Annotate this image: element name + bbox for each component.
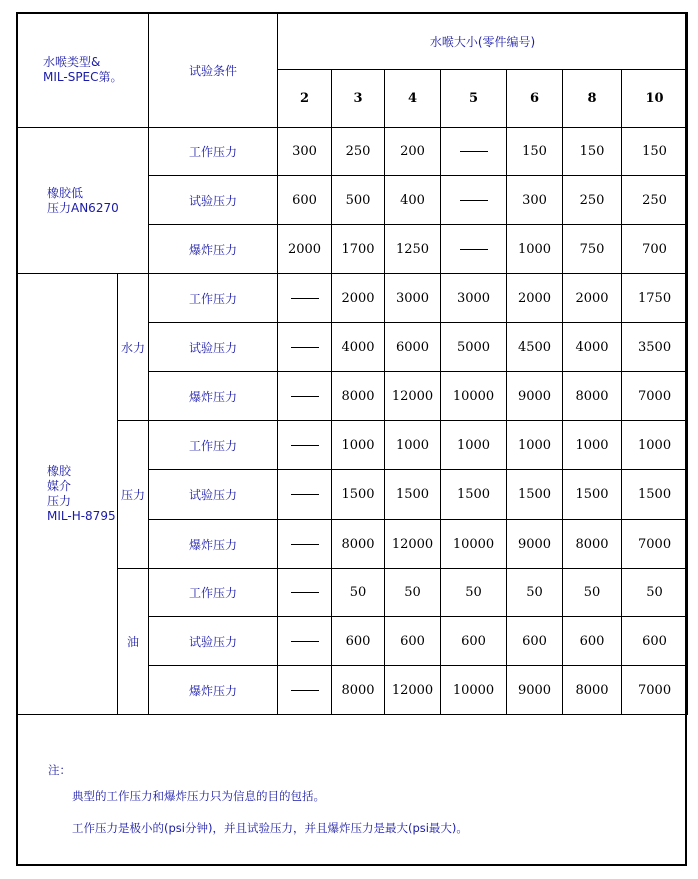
- value-cell: [507, 372, 563, 421]
- size-header: [278, 70, 332, 128]
- value-cell-text: 9000: [517, 536, 552, 552]
- value-cell: [332, 470, 385, 520]
- value-cell-text: 4000: [341, 339, 375, 355]
- value-cell-text: 250: [345, 144, 371, 159]
- value-cell-text: 50: [404, 585, 421, 600]
- dash-mark: [460, 249, 488, 250]
- group-media-pressure: [17, 274, 118, 715]
- value-cell: [622, 470, 688, 520]
- value-cell: [563, 323, 622, 372]
- dash-mark: [291, 690, 319, 691]
- dash-mark: [291, 544, 319, 545]
- header-hose-size: [278, 13, 688, 70]
- value-cell-text: 600: [579, 633, 605, 649]
- value-cell-empty: [278, 470, 332, 520]
- value-cell: [622, 176, 688, 225]
- value-cell-text: 6000: [395, 339, 430, 355]
- condition-burst-text: 爆炸压力: [189, 389, 238, 404]
- value-cell: [622, 666, 688, 715]
- value-cell: [563, 666, 622, 715]
- dash-mark: [291, 592, 319, 593]
- hose-pressure-table: [16, 12, 688, 715]
- value-cell: [278, 225, 332, 274]
- header-hose-size-text: 水喉大小(零件编号): [429, 34, 536, 49]
- value-cell-empty: [278, 617, 332, 666]
- value-cell: [385, 274, 441, 323]
- value-cell: [441, 274, 507, 323]
- size-header-text: 6: [529, 91, 540, 106]
- value-cell: [622, 421, 688, 470]
- condition-working: [149, 569, 278, 617]
- value-cell-empty: [278, 520, 332, 569]
- value-cell: [507, 225, 563, 274]
- size-header: [385, 70, 441, 128]
- value-cell: [385, 617, 441, 666]
- size-header: [507, 70, 563, 128]
- value-cell: [507, 274, 563, 323]
- value-cell-text: 250: [642, 192, 667, 208]
- value-cell-text: 1500: [456, 487, 491, 502]
- note-line-2: 工作压力是极小的(psi分钟)，并且试验压力，并且爆炸压力是最大(psi最大)。: [72, 821, 468, 835]
- condition-test: [149, 470, 278, 520]
- value-cell: [385, 176, 441, 225]
- value-cell: [278, 176, 332, 225]
- condition-working-text: 工作压力: [189, 586, 238, 600]
- condition-working: [149, 421, 278, 470]
- value-cell-text: 1750: [638, 290, 672, 306]
- size-header-text: 8: [587, 91, 597, 106]
- value-cell: [507, 520, 563, 569]
- condition-burst: [149, 225, 278, 274]
- subgroup-pressure-text: 压力: [121, 488, 146, 502]
- value-cell-text: 1250: [395, 241, 430, 257]
- value-cell: [563, 569, 622, 617]
- value-cell: [385, 421, 441, 470]
- size-header: [332, 70, 385, 128]
- condition-test: [149, 176, 278, 225]
- value-cell-empty: [278, 323, 332, 372]
- value-cell: [441, 569, 507, 617]
- value-cell: [332, 323, 385, 372]
- value-cell: [441, 666, 507, 715]
- value-cell-text: 2000: [517, 290, 552, 306]
- value-cell-text: 50: [526, 585, 543, 600]
- value-cell-text: 3000: [456, 290, 491, 306]
- condition-test: [149, 617, 278, 666]
- subgroup-pressure: [118, 421, 149, 569]
- value-cell: [563, 176, 622, 225]
- value-cell-text: 50: [465, 585, 482, 600]
- size-header: [563, 70, 622, 128]
- condition-burst: [149, 666, 278, 715]
- condition-burst-text: 爆炸压力: [189, 683, 238, 698]
- value-cell-text: 500: [345, 192, 371, 208]
- value-cell: [507, 323, 563, 372]
- value-cell-text: 2000: [287, 241, 322, 257]
- size-header-text: 5: [468, 91, 479, 106]
- value-cell-text: 750: [579, 241, 605, 257]
- value-cell-text: 8000: [341, 682, 375, 698]
- value-cell-text: 250: [579, 192, 605, 208]
- value-cell-text: 600: [461, 633, 486, 649]
- condition-test: [149, 323, 278, 372]
- value-cell: [563, 225, 622, 274]
- value-cell-text: 1500: [638, 487, 672, 502]
- value-cell: [622, 323, 688, 372]
- value-cell-text: 150: [522, 144, 547, 159]
- subgroup-oil: [118, 569, 149, 715]
- value-cell-text: 700: [642, 241, 667, 257]
- condition-burst: [149, 520, 278, 569]
- header-hose-type-text: 水喉类型& MIL-SPEC第。: [43, 55, 123, 84]
- value-cell-empty: [278, 421, 332, 470]
- value-cell-text: 150: [579, 144, 605, 159]
- size-header: [441, 70, 507, 128]
- group-low-pressure-text: 橡胶低 压力AN6270: [47, 185, 119, 215]
- size-header-text: 3: [353, 91, 363, 106]
- value-cell-text: 10000: [452, 388, 495, 404]
- value-cell: [622, 617, 688, 666]
- dash-mark: [460, 151, 488, 152]
- note-line-1: 典型的工作压力和爆炸压力只为信息的目的包括。: [72, 789, 325, 803]
- value-cell: [385, 666, 441, 715]
- value-cell-text: 600: [522, 633, 547, 649]
- value-cell: [507, 470, 563, 520]
- value-cell: [278, 128, 332, 176]
- condition-burst-text: 爆炸压力: [189, 537, 238, 552]
- value-cell-text: 3000: [395, 290, 430, 306]
- value-cell-empty: [441, 225, 507, 274]
- subgroup-water-text: 水力: [121, 340, 146, 355]
- value-cell: [332, 274, 385, 323]
- size-header-text: 4: [407, 91, 418, 106]
- value-cell: [507, 569, 563, 617]
- value-cell: [332, 128, 385, 176]
- value-cell: [507, 617, 563, 666]
- value-cell-text: 600: [400, 633, 425, 649]
- value-cell-text: 1500: [517, 487, 552, 502]
- dash-mark: [460, 200, 488, 201]
- value-cell-text: 1000: [395, 437, 430, 453]
- header-hose-type: [17, 13, 149, 128]
- value-cell: [385, 520, 441, 569]
- value-cell: [563, 128, 622, 176]
- subgroup-water: [118, 274, 149, 421]
- value-cell-text: 150: [642, 144, 667, 159]
- value-cell: [385, 569, 441, 617]
- value-cell-text: 5000: [456, 339, 491, 355]
- value-cell: [563, 617, 622, 666]
- value-cell: [332, 666, 385, 715]
- value-cell-text: 12000: [391, 682, 434, 698]
- value-cell: [332, 569, 385, 617]
- group-media-pressure-text: 橡胶 媒介 压力 MIL-H-8795: [47, 464, 116, 523]
- condition-working-text: 工作压力: [189, 145, 238, 159]
- value-cell-text: 600: [292, 192, 317, 208]
- value-cell: [332, 225, 385, 274]
- value-cell: [507, 176, 563, 225]
- value-cell: [622, 274, 688, 323]
- value-cell: [622, 569, 688, 617]
- value-cell-text: 1500: [341, 487, 375, 502]
- value-cell-text: 2000: [575, 290, 609, 306]
- value-cell: [332, 520, 385, 569]
- value-cell-text: 8000: [341, 536, 375, 552]
- value-cell: [332, 372, 385, 421]
- value-cell-text: 400: [400, 192, 425, 208]
- value-cell: [622, 225, 688, 274]
- value-cell-text: 3500: [638, 339, 672, 355]
- value-cell-text: 50: [646, 585, 663, 600]
- group-low-pressure: [17, 128, 149, 274]
- value-cell-empty: [278, 372, 332, 421]
- value-cell-text: 7000: [638, 388, 672, 404]
- value-cell: [441, 470, 507, 520]
- value-cell-text: 1000: [517, 241, 552, 257]
- value-cell: [563, 274, 622, 323]
- value-cell-text: 8000: [575, 536, 609, 552]
- value-cell: [441, 617, 507, 666]
- value-cell-text: 4500: [517, 339, 552, 355]
- value-cell-text: 12000: [391, 388, 434, 404]
- dash-mark: [291, 445, 319, 446]
- value-cell: [563, 372, 622, 421]
- dash-mark: [291, 641, 319, 642]
- value-cell-empty: [278, 666, 332, 715]
- value-cell-text: 10000: [452, 682, 495, 698]
- value-cell-text: 50: [583, 585, 601, 600]
- value-cell: [563, 470, 622, 520]
- value-cell-text: 1500: [575, 487, 609, 502]
- value-cell: [622, 128, 688, 176]
- value-cell: [622, 520, 688, 569]
- value-cell: [507, 421, 563, 470]
- value-cell-text: 9000: [517, 682, 552, 698]
- condition-working: [149, 128, 278, 176]
- condition-test-text: 试验压力: [189, 634, 238, 649]
- value-cell-text: 2000: [341, 290, 375, 306]
- value-cell-text: 1000: [638, 437, 672, 453]
- value-cell: [441, 323, 507, 372]
- value-cell-text: 1000: [456, 437, 491, 453]
- subgroup-oil-text: 油: [127, 635, 140, 649]
- header-test-condition: [149, 13, 278, 128]
- value-cell-text: 1000: [341, 437, 375, 453]
- condition-working: [149, 274, 278, 323]
- value-cell-text: 50: [349, 585, 367, 600]
- value-cell-text: 300: [292, 144, 317, 159]
- value-cell: [385, 128, 441, 176]
- value-cell: [332, 617, 385, 666]
- dash-mark: [291, 347, 319, 348]
- value-cell-text: 8000: [341, 388, 375, 404]
- value-cell-text: 7000: [638, 682, 672, 698]
- value-cell-text: 9000: [517, 388, 552, 404]
- value-cell-text: 7000: [638, 536, 672, 552]
- value-cell: [507, 666, 563, 715]
- condition-working-text: 工作压力: [189, 291, 238, 306]
- value-cell-text: 1000: [517, 437, 552, 453]
- value-cell: [385, 225, 441, 274]
- value-cell-text: 200: [400, 144, 425, 159]
- value-cell-text: 600: [642, 633, 667, 649]
- value-cell: [332, 421, 385, 470]
- value-cell: [385, 372, 441, 421]
- condition-test-text: 试验压力: [189, 488, 238, 502]
- value-cell: [507, 128, 563, 176]
- condition-burst-text: 爆炸压力: [189, 242, 238, 257]
- size-header-text: 2: [299, 91, 310, 106]
- value-cell: [385, 323, 441, 372]
- value-cell: [332, 176, 385, 225]
- size-header-text: 10: [645, 91, 664, 106]
- value-cell-empty: [278, 569, 332, 617]
- value-cell: [563, 520, 622, 569]
- value-cell-text: 1700: [341, 241, 375, 257]
- value-cell: [441, 372, 507, 421]
- value-cell-text: 4000: [575, 339, 609, 355]
- value-cell: [622, 372, 688, 421]
- condition-working-text: 工作压力: [189, 438, 238, 453]
- value-cell-text: 8000: [575, 682, 609, 698]
- value-cell-empty: [441, 128, 507, 176]
- value-cell-text: 12000: [391, 536, 434, 552]
- value-cell-empty: [441, 176, 507, 225]
- value-cell-text: 10000: [452, 536, 495, 552]
- value-cell-empty: [278, 274, 332, 323]
- value-cell: [385, 470, 441, 520]
- value-cell-text: 8000: [575, 388, 609, 404]
- condition-test-text: 试验压力: [189, 193, 238, 208]
- value-cell-text: 300: [522, 192, 547, 208]
- dash-mark: [291, 396, 319, 397]
- condition-burst: [149, 372, 278, 421]
- size-header: [622, 70, 688, 128]
- value-cell-text: 600: [345, 633, 371, 649]
- value-cell: [441, 421, 507, 470]
- value-cell: [441, 520, 507, 569]
- notes-label: 注：: [48, 763, 71, 777]
- value-cell-text: 1000: [575, 437, 609, 453]
- condition-test-text: 试验压力: [189, 340, 238, 355]
- value-cell-text: 1500: [395, 487, 430, 502]
- dash-mark: [291, 298, 319, 299]
- value-cell: [563, 421, 622, 470]
- dash-mark: [291, 494, 319, 495]
- header-test-condition-text: 试验条件: [189, 63, 238, 78]
